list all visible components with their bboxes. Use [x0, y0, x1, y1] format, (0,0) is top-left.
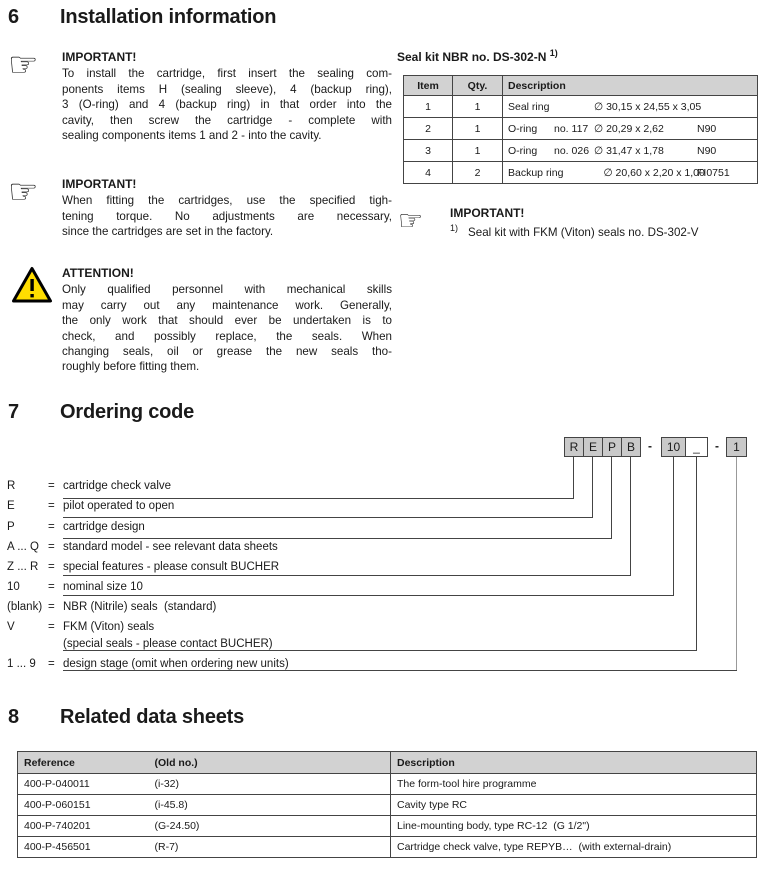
connector-line — [592, 457, 593, 517]
section-7-heading — [8, 401, 194, 424]
attention-icon-wrap — [8, 266, 62, 375]
col-header-qty: Qty. — [453, 76, 503, 96]
attention-title: ATTENTION! — [62, 266, 134, 280]
pointing-hand-icon: ☞ — [8, 45, 39, 85]
cell-description — [503, 162, 758, 184]
code-box: 1 — [726, 437, 747, 457]
attention-line: Only qualified personnel with mechanical skills — [62, 283, 392, 297]
code-meaning: pilot operated to open — [63, 500, 175, 512]
code-letter: P — [7, 521, 15, 533]
note-2-icon-wrap — [8, 172, 62, 240]
equals-sign: = — [48, 500, 55, 512]
table-row — [404, 118, 758, 140]
table-row — [404, 162, 758, 184]
attention-line: roughly before fitting them. — [62, 360, 200, 374]
part-material: FI0751 — [697, 166, 730, 179]
cell-description: Line-mounting body, type RC-12 (G 1/2") — [391, 816, 757, 837]
ordering-item — [7, 621, 154, 635]
table-row — [18, 774, 757, 795]
ordering-item — [7, 638, 273, 652]
code-meaning: NBR (Nitrile) seals (standard) — [63, 601, 217, 613]
cell-qty: 2 — [453, 162, 503, 184]
part-material: N90 — [697, 122, 717, 135]
ordering-item — [7, 521, 145, 535]
related-header-row — [18, 752, 757, 774]
connector-line — [696, 457, 697, 650]
ordering-item — [7, 500, 174, 514]
warning-triangle-icon — [11, 266, 53, 304]
cell-item: 2 — [404, 118, 453, 140]
note-2-title: IMPORTANT! — [62, 177, 137, 191]
part-dimensions: ∅ 31,47 x 1,78 — [594, 144, 664, 157]
cell-item: 3 — [404, 140, 453, 162]
code-meaning: FKM (Viton) seals — [63, 621, 155, 633]
col-header-description: Description — [503, 76, 758, 96]
code-letter: 1 ... 9 — [7, 658, 36, 670]
section-6-title: Installation information — [60, 6, 277, 28]
connector-line — [630, 457, 631, 575]
ordering-item — [7, 541, 278, 555]
connector-line — [736, 457, 737, 670]
cell-description — [503, 96, 758, 118]
code-meaning: special features - please consult BUCHER — [63, 561, 280, 573]
pointing-hand-icon: ☞ — [8, 172, 39, 212]
code-letter: R — [7, 480, 16, 492]
attention-line: check, and possibly replace, the seals. When — [62, 329, 392, 343]
footnote-marker: 1) — [450, 223, 459, 233]
section-7-title: Ordering code — [60, 401, 195, 423]
equals-sign: = — [48, 601, 55, 613]
code-letter: V — [7, 621, 15, 633]
connector-line — [673, 457, 674, 595]
code-box: B — [621, 437, 641, 457]
table-row — [404, 96, 758, 118]
note-2-line: tening torque. No adjustments are necessary, — [62, 209, 392, 223]
footnote-line — [450, 223, 698, 239]
attention-note — [8, 266, 394, 375]
code-meaning: design stage (omit when ordering new units) — [63, 658, 289, 670]
col-header-old-no: (Old no.) — [149, 752, 391, 774]
col-header-reference: Reference — [18, 752, 149, 774]
code-meaning: standard model - see relevant data sheets — [63, 541, 278, 553]
cell-qty: 1 — [453, 96, 503, 118]
code-letter: A ... Q — [7, 541, 39, 553]
equals-sign: = — [48, 561, 55, 573]
section-8-title: Related data sheets — [60, 706, 245, 728]
seal-kit-title-text: Seal kit NBR no. DS-302-N — [397, 50, 547, 64]
connector-line — [573, 457, 574, 498]
section-8-number: 8 — [8, 706, 19, 728]
code-box-blank: _ — [685, 437, 708, 457]
cell-description: The form-tool hire programme — [391, 774, 757, 795]
footnote-title: IMPORTANT! — [450, 206, 525, 220]
code-box: 10 — [661, 437, 686, 457]
attention-line: changing seals, oil or grease the new seals tho- — [62, 345, 392, 359]
code-meaning: cartridge check valve — [63, 480, 172, 492]
equals-sign: = — [48, 658, 55, 670]
cell-reference: 400-P-456501 — [18, 837, 149, 858]
cell-description — [503, 140, 758, 162]
part-no: no. 026 — [554, 144, 590, 157]
note-1-line: ponents items H (sealing sleeve), 4 (backup ring), — [62, 82, 392, 96]
ordering-item — [7, 581, 143, 595]
col-header-item: Item — [404, 76, 453, 96]
code-letter: Z ... R — [7, 561, 39, 573]
note-1-line: sealing components items 1 and 2 - into the cavity. — [62, 129, 322, 143]
note-2-line: since the cartridges are set in the factory. — [62, 225, 274, 239]
cell-description: Cavity type RC — [391, 795, 757, 816]
equals-sign: = — [48, 541, 55, 553]
important-note-2 — [8, 172, 394, 240]
note-1-line: 3 (O-ring) and 4 (backup ring) in that order into the — [62, 98, 392, 112]
part-material: N90 — [697, 144, 717, 157]
cell-old-no: (R-7) — [149, 837, 391, 858]
equals-sign: = — [48, 480, 55, 492]
cell-item: 1 — [404, 96, 453, 118]
ordering-code-diagram — [0, 430, 762, 688]
equals-sign: = — [48, 581, 55, 593]
related-data-sheets-table — [17, 751, 757, 858]
note-2-body — [62, 177, 392, 240]
part-name: Seal ring — [508, 100, 550, 113]
note-1-icon-wrap — [8, 45, 62, 143]
section-8-heading — [8, 706, 244, 729]
code-letter: E — [7, 500, 15, 512]
ordering-item — [7, 480, 171, 494]
attention-line: the only work that should ever be undertaken is to — [62, 314, 392, 328]
connector-line — [63, 538, 612, 539]
note-1-title: IMPORTANT! — [62, 50, 137, 64]
part-dimensions: ∅ 30,15 x 24,55 x 3,05 — [594, 100, 702, 113]
code-letter: 10 — [7, 581, 20, 593]
ordering-item — [7, 561, 279, 575]
table-row — [18, 837, 757, 858]
part-dimensions: ∅ 20,29 x 2,62 — [594, 122, 664, 135]
part-name: Backup ring — [508, 166, 564, 179]
connector-line — [63, 575, 631, 576]
code-box: E — [583, 437, 603, 457]
code-box: R — [564, 437, 584, 457]
col-header-description: Description — [391, 752, 757, 774]
important-note-1 — [8, 45, 394, 143]
cell-reference: 400-P-060151 — [18, 795, 149, 816]
attention-line: may carry out any maintenance work. Generally, — [62, 298, 392, 312]
seal-kit-header-row — [404, 76, 758, 96]
note-1-body — [62, 50, 392, 143]
code-box: P — [602, 437, 622, 457]
equals-sign: = — [48, 521, 55, 533]
note-1-line: To install the cartridge, first insert the sealing com- — [62, 67, 392, 81]
cell-old-no: (G-24.50) — [149, 816, 391, 837]
part-name: O-ring — [508, 122, 538, 135]
cell-reference: 400-P-740201 — [18, 816, 149, 837]
seal-kit-title — [397, 48, 558, 64]
cell-old-no: (i-45.8) — [149, 795, 391, 816]
connector-line — [63, 517, 593, 518]
equals-sign: = — [48, 621, 55, 633]
cell-qty: 1 — [453, 118, 503, 140]
footnote-body — [450, 206, 698, 239]
part-dimensions: ∅ 20,60 x 2,20 x 1,00 — [603, 166, 705, 179]
code-meaning: cartridge design — [63, 521, 145, 533]
code-letter: (blank) — [7, 601, 43, 613]
connector-line — [63, 595, 674, 596]
ordering-item — [7, 658, 289, 672]
footnote-icon-wrap — [398, 206, 450, 239]
seal-kit-title-sup: 1) — [549, 48, 558, 58]
ordering-item — [7, 601, 216, 615]
table-row — [18, 816, 757, 837]
table-row — [404, 140, 758, 162]
seal-kit-table — [403, 75, 758, 184]
part-name: O-ring — [508, 144, 538, 157]
code-meaning: (special seals - please contact BUCHER) — [63, 638, 273, 650]
cell-qty: 1 — [453, 140, 503, 162]
table-row — [18, 795, 757, 816]
connector-line — [63, 498, 574, 499]
cell-old-no: (i-32) — [149, 774, 391, 795]
cell-reference: 400-P-040011 — [18, 774, 149, 795]
note-2-line: When fitting the cartridges, use the specified tigh- — [62, 194, 392, 208]
section-7-number: 7 — [8, 401, 19, 423]
cell-description: Cartridge check valve, type REPYB… (with external-drain) — [391, 837, 757, 858]
code-dash: - — [648, 439, 652, 453]
connector-line — [611, 457, 612, 538]
section-6-number: 6 — [8, 6, 19, 28]
cell-item: 4 — [404, 162, 453, 184]
code-meaning: nominal size 10 — [63, 581, 143, 593]
section-6-heading — [8, 6, 276, 29]
pointing-hand-icon: ☞ — [398, 204, 424, 237]
part-no: no. 117 — [554, 122, 589, 135]
cell-description — [503, 118, 758, 140]
attention-body — [62, 266, 392, 375]
note-1-line: cavity, then screw the cartridge - complete with — [62, 113, 392, 127]
seal-kit-footnote — [398, 206, 758, 239]
code-dash: - — [715, 439, 719, 453]
footnote-text: Seal kit with FKM (Viton) seals no. DS-302-V — [468, 225, 699, 239]
